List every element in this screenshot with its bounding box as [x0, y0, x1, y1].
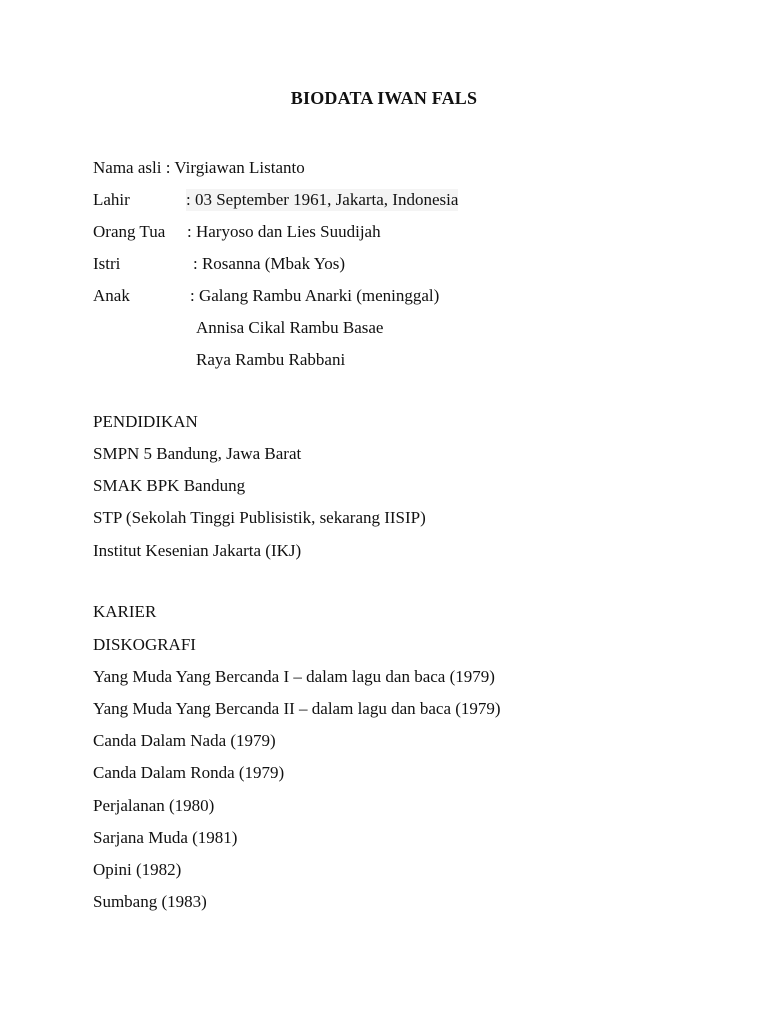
lahir-label: Lahir — [93, 190, 130, 209]
anak-label: Anak — [93, 286, 130, 305]
anak-value-2: Annisa Cikal Rambu Basae — [196, 318, 384, 337]
lahir-row — [93, 189, 459, 211]
pendidikan-item: SMAK BPK Bandung — [93, 476, 246, 495]
nama-asli-row — [93, 157, 305, 179]
diskografi-item: Yang Muda Yang Bercanda II – dalam lagu dan baca (1979) — [93, 699, 501, 718]
diskografi-item: Opini (1982) — [93, 860, 182, 879]
diskografi-item: Sumbang (1983) — [93, 892, 207, 911]
orang-tua-value: : Haryoso dan Lies Suudijah — [187, 222, 381, 241]
diskografi-item: Yang Muda Yang Bercanda I – dalam lagu dan baca (1979) — [93, 667, 495, 686]
lahir-value: : 03 September 1961, Jakarta, Indonesia — [186, 190, 459, 209]
nama-asli-label: Nama asli — [93, 158, 162, 177]
pendidikan-heading: PENDIDIKAN — [93, 412, 198, 431]
nama-asli-value: : Virgiawan Listanto — [165, 158, 305, 177]
orang-tua-row — [93, 221, 381, 243]
pendidikan-item: Institut Kesenian Jakarta (IKJ) — [93, 541, 302, 560]
istri-label: Istri — [93, 254, 121, 273]
diskografi-item: Sarjana Muda (1981) — [93, 828, 238, 847]
diskografi-item: Perjalanan (1980) — [93, 796, 215, 815]
istri-row — [93, 253, 346, 275]
orang-tua-label: Orang Tua — [93, 222, 166, 241]
diskografi-item: Canda Dalam Nada (1979) — [93, 731, 276, 750]
diskografi-item: Canda Dalam Ronda (1979) — [93, 763, 285, 782]
pendidikan-item: SMPN 5 Bandung, Jawa Barat — [93, 444, 302, 463]
anak-row — [93, 285, 440, 307]
document-title: BIODATA IWAN FALS — [290, 88, 478, 108]
istri-value: : Rosanna (Mbak Yos) — [193, 254, 346, 273]
diskografi-heading: DISKOGRAFI — [93, 635, 196, 654]
karier-heading: KARIER — [93, 602, 157, 621]
pendidikan-item: STP (Sekolah Tinggi Publisistik, sekarang IISIP) — [93, 508, 426, 527]
anak-value-1: : Galang Rambu Anarki (meninggal) — [190, 286, 440, 305]
anak-value-3: Raya Rambu Rabbani — [196, 350, 346, 369]
